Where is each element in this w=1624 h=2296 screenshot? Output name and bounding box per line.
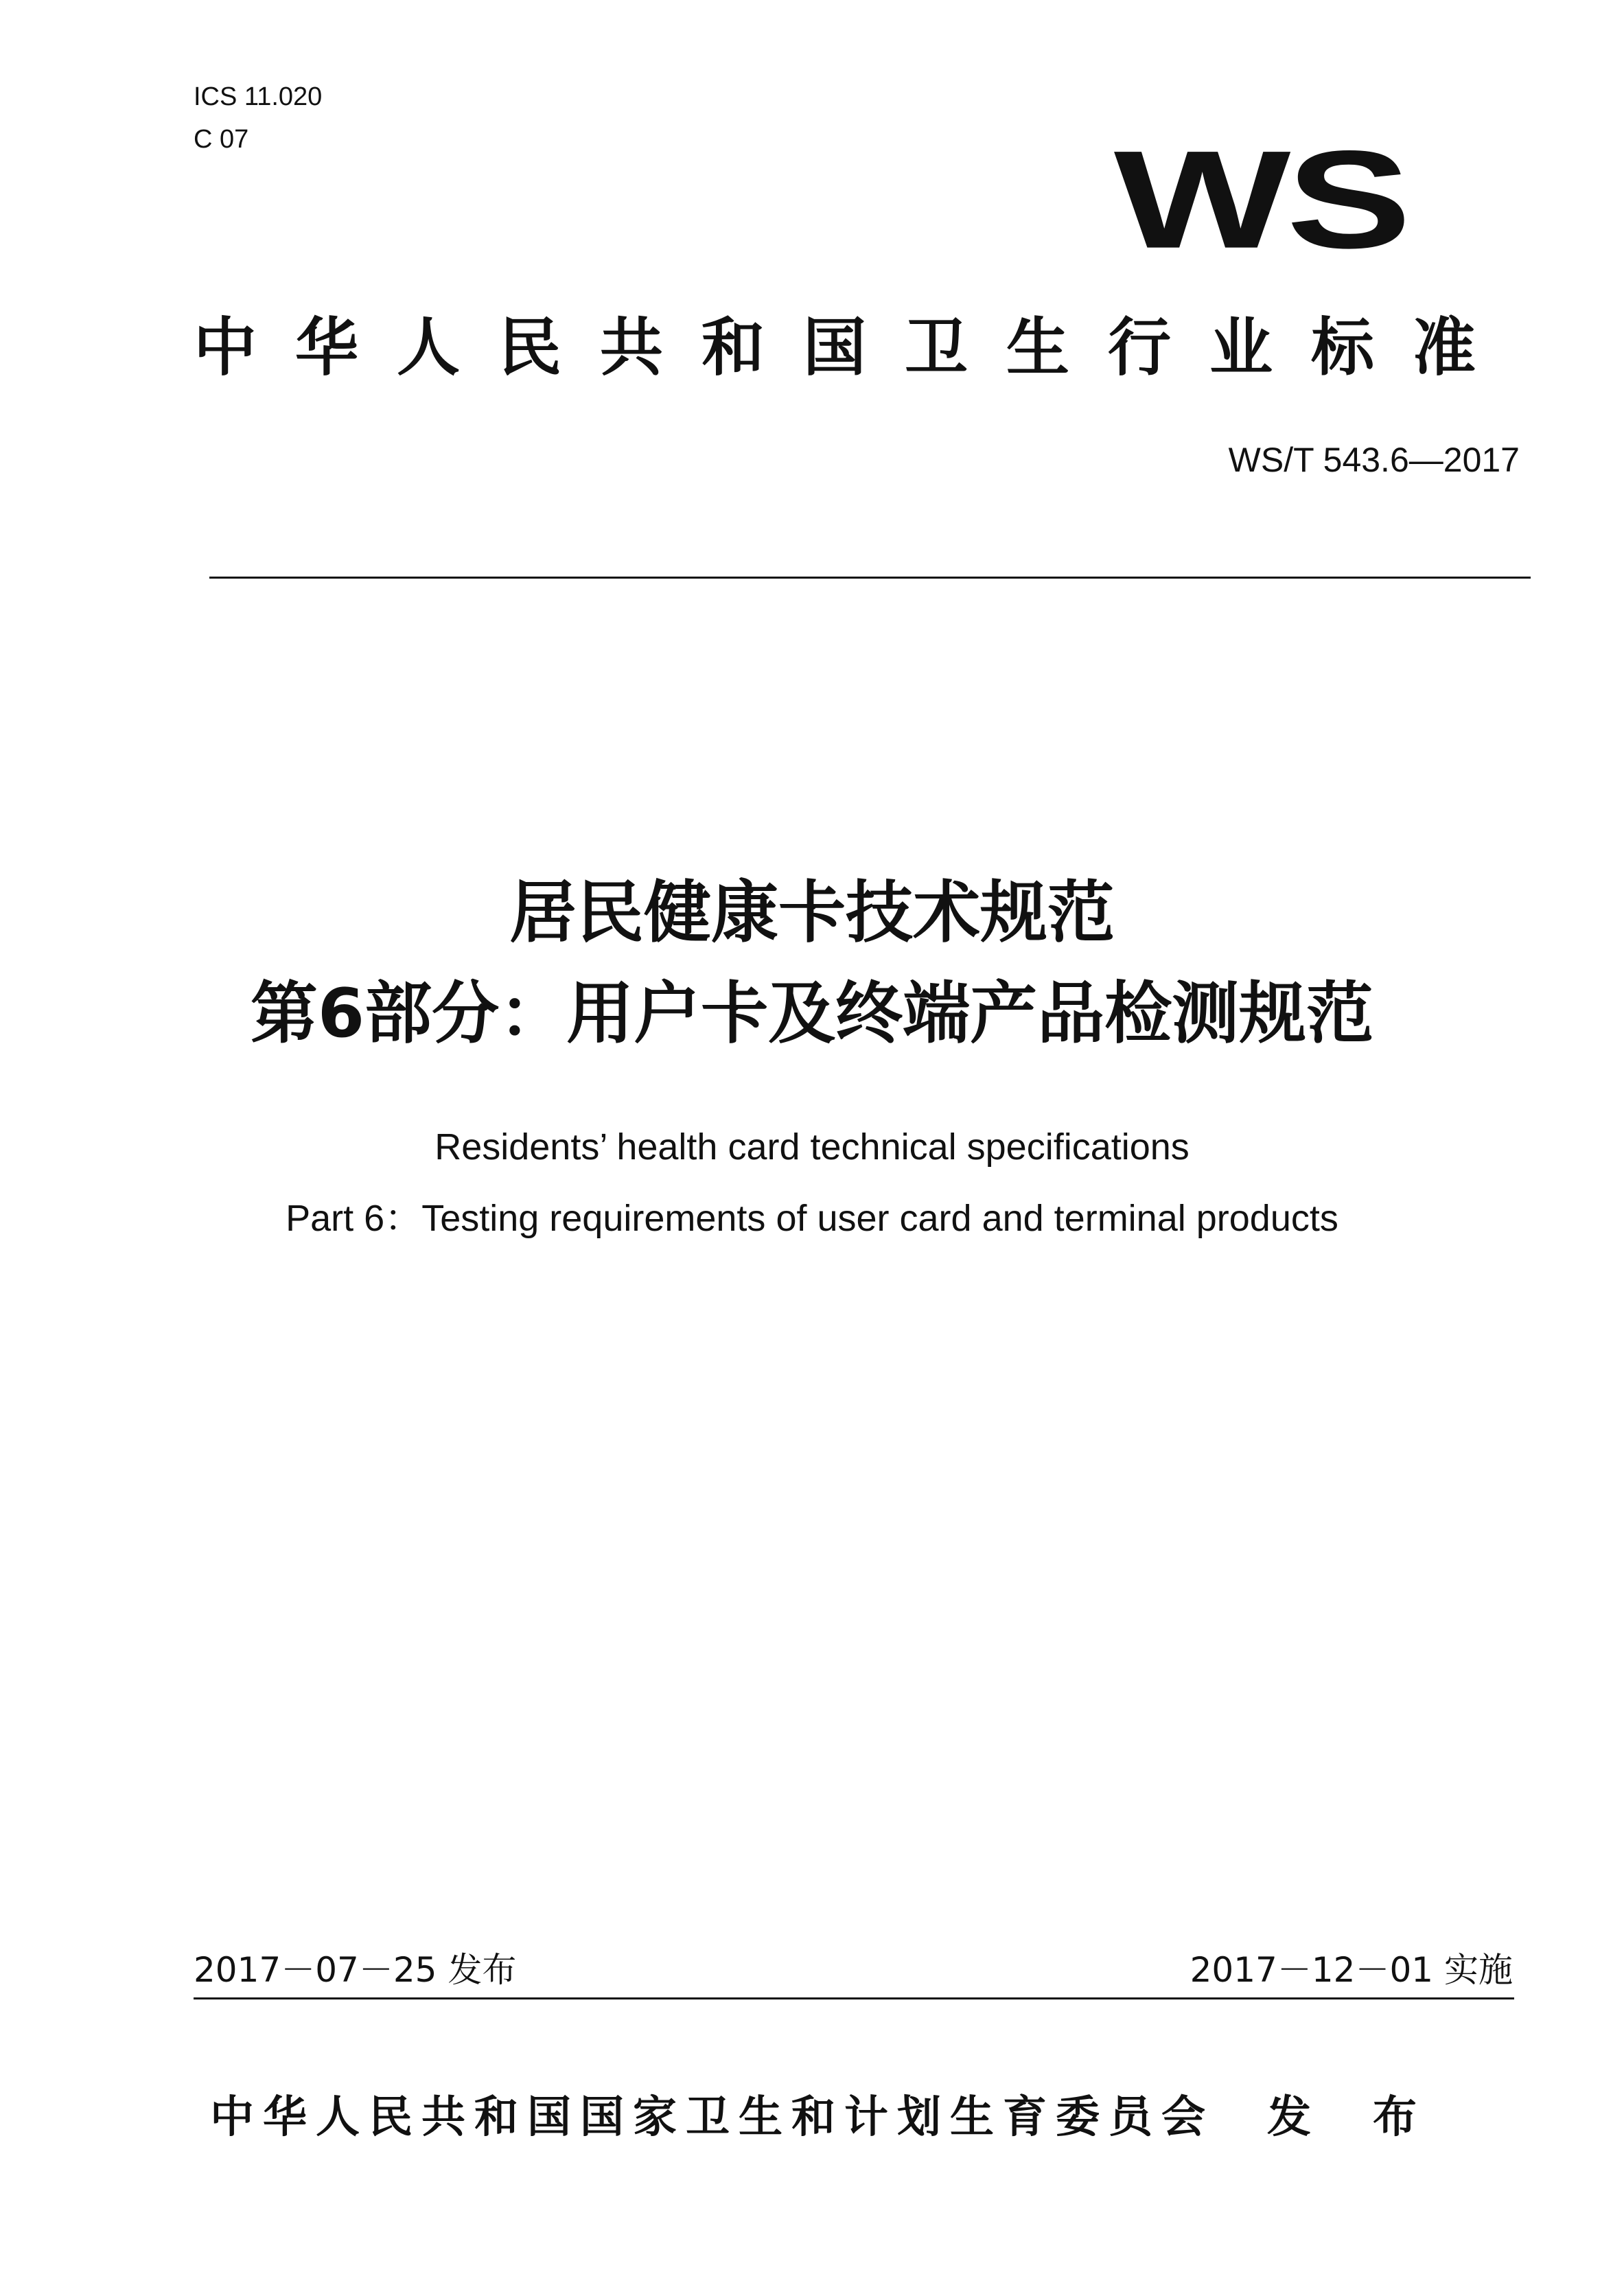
english-title-line-1: Residents’ health card technical specifications — [434, 1126, 1190, 1168]
ccs-code: C 07 — [194, 125, 249, 154]
ics-code: ICS 11.020 — [194, 82, 323, 111]
english-title-line-2: Part 6：Testing requirements of user card and terminal products — [286, 1198, 1338, 1239]
publisher: 中华人民共和国国家卫生和计划生育委员会 发 布 — [210, 2092, 1426, 2143]
ws-logo — [1082, 120, 1439, 271]
issue-date: 2017－07－25 发布 — [194, 1950, 517, 1990]
ws-logo-text: WS — [1113, 121, 1407, 271]
chinese-title-line-2: 第6部分：用户卡及终端产品检测规范 — [250, 975, 1374, 1053]
chinese-title-line-1: 居民健康卡技术规范 — [509, 874, 1115, 952]
header-divider — [209, 577, 1531, 579]
footer-divider — [194, 1997, 1514, 1999]
standard-category-title: 中华人民共和国卫生行业标准 — [194, 311, 1515, 384]
standard-number: WS/T 543.6—2017 — [1228, 441, 1520, 479]
implementation-date: 2017－12－01 实施 — [1190, 1950, 1513, 1990]
